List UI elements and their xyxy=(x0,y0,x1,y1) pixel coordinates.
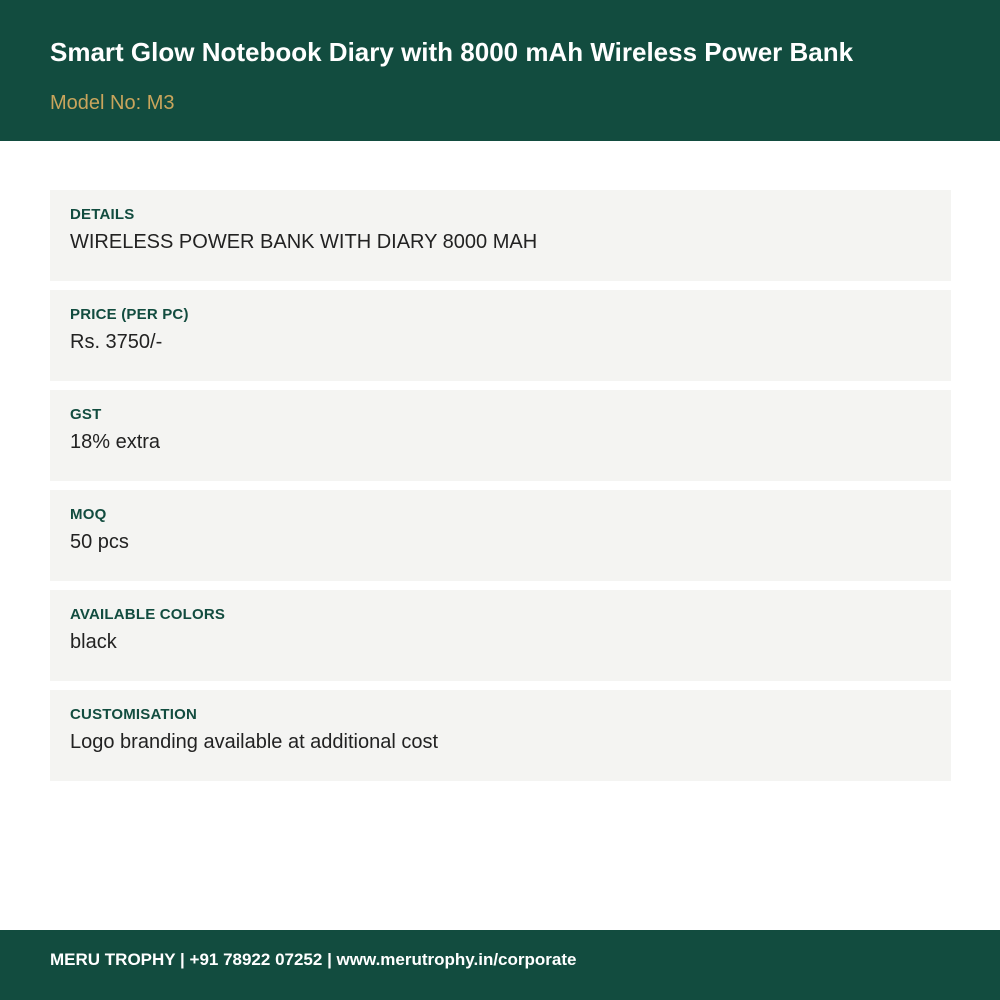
price-label: PRICE (PER PC) xyxy=(70,306,189,323)
colors-card xyxy=(50,590,951,681)
footer-banner xyxy=(0,930,1000,1000)
colors-value: black xyxy=(70,631,117,653)
details-list xyxy=(50,190,951,790)
gst-value: 18% extra xyxy=(70,431,161,453)
customisation-value: Logo branding available at additional cost xyxy=(70,731,439,753)
moq-value: 50 pcs xyxy=(70,531,129,553)
model-number: Model No: M3 xyxy=(50,92,175,114)
details-card xyxy=(50,190,951,281)
gst-card xyxy=(50,390,951,481)
footer-contact-text: MERU TROPHY | +91 78922 07252 | www.merutrophy.in/corporate xyxy=(50,950,577,969)
price-value: Rs. 3750/- xyxy=(70,331,163,353)
moq-label: MOQ xyxy=(70,506,107,523)
product-title: Smart Glow Notebook Diary with 8000 mAh Wireless Power Bank xyxy=(50,37,854,67)
header-banner xyxy=(0,0,1000,141)
moq-card xyxy=(50,490,951,581)
price-card xyxy=(50,290,951,381)
gst-label: GST xyxy=(70,406,102,423)
colors-label: AVAILABLE COLORS xyxy=(70,606,226,623)
details-value: WIRELESS POWER BANK WITH DIARY 8000 MAH xyxy=(70,231,538,253)
details-label: DETAILS xyxy=(70,206,135,223)
customisation-label: CUSTOMISATION xyxy=(70,706,198,723)
customisation-card xyxy=(50,690,951,781)
